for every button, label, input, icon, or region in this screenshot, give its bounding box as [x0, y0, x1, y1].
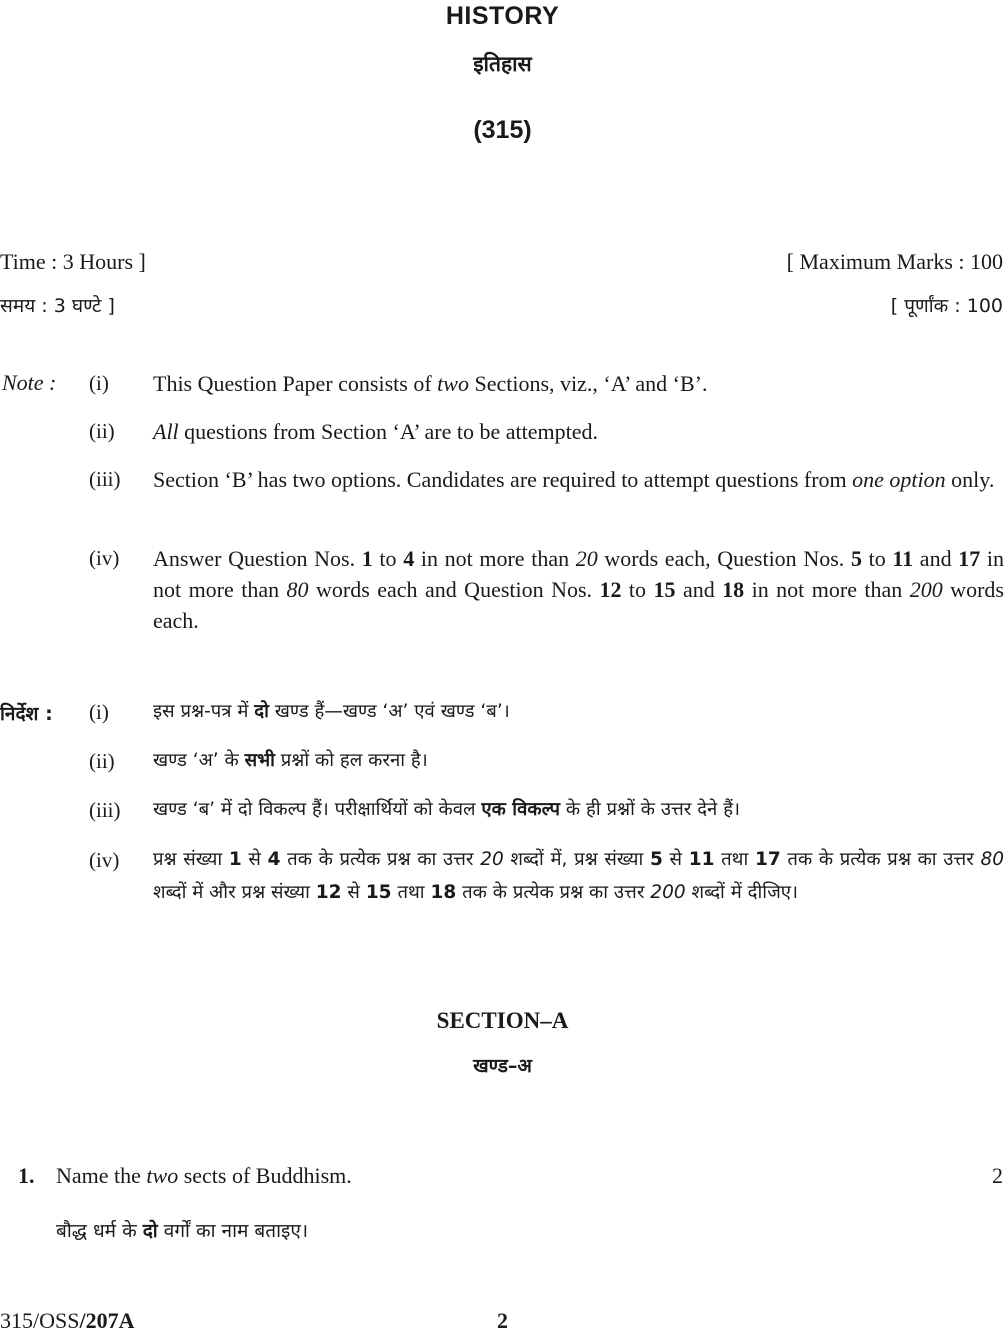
note-item-number: (iv) — [89, 546, 120, 570]
subject-code: (315) — [473, 116, 532, 144]
section-title: SECTION–A — [436, 1008, 569, 1033]
question-marks: 2 — [992, 1163, 1003, 1188]
nirdesh-item-number: (ii) — [89, 749, 115, 773]
subject-title-hindi: इतिहास — [473, 52, 532, 76]
nirdesh-item-number: (iii) — [89, 798, 121, 822]
note-label: Note : — [2, 370, 57, 395]
question-text-hindi: बौद्ध धर्म के दो वर्गों का नाम बताइए। — [56, 1220, 309, 1242]
nirdesh-item-text: इस प्रश्न-पत्र में दो खण्ड हैं—खण्ड ‘अ’ एवं खण्ड ‘ब’। — [153, 701, 510, 722]
nirdesh-item-text: खण्ड ‘अ’ के सभी प्रश्नों को हल करना है। — [153, 750, 428, 771]
time-label: Time : 3 Hours ] — [0, 249, 146, 274]
section-title-hindi: खण्ड–अ — [473, 1055, 532, 1077]
question-number: 1. — [18, 1163, 35, 1188]
subject-title: HISTORY — [445, 2, 560, 30]
nirdesh-item-number: (iv) — [89, 848, 120, 872]
note-item-number: (ii) — [89, 419, 115, 443]
nirdesh-item-text: खण्ड ‘ब’ में दो विकल्प हैं। परीक्षार्थियों को केवल एक विकल्प के ही प्रश्नों के उत्तर देने हैं। — [153, 799, 741, 820]
max-marks-label-hindi: [ पूर्णांक : 100 — [890, 295, 1003, 317]
max-marks-label: [ Maximum Marks : 100 — [786, 249, 1003, 274]
note-item-number: (iii) — [89, 467, 121, 491]
nirdesh-item-number: (i) — [89, 700, 109, 724]
note-item-text: Section ‘B’ has two options. Candidates are required to attempt questions from one option only. — [153, 467, 995, 492]
note-item-number: (i) — [89, 371, 109, 395]
nirdesh-item-text: प्रश्न संख्या 1 से 4 तक के प्रत्येक प्रश्न का उत्तर 20 शब्दों में, प्रश्न संख्या 5 से 11 तथा 17 तक के प्रत्येक प्रश्न का उत्तर 80 शब्दों में और प्रश्न संख्या 12 से 15 तथा 18 तक के प्रत्येक प्रश्न का उत्तर 200 शब्दों में दीजिए। — [153, 849, 1004, 903]
note-item-text: Answer Question Nos. 1 to 4 in not more than 20 words each, Question Nos. 5 to 11 and 17 in not more than 80 words each and Question Nos. 12 to 15 and 18 in not more than 200 words each. — [153, 546, 1004, 633]
note-item-text: This Question Paper consists of two Sections, viz., ‘A’ and ‘B’. — [153, 371, 708, 396]
time-label-hindi: समय : 3 घण्टे ] — [0, 295, 115, 317]
note-item-text: All questions from Section ‘A’ are to be attempted. — [153, 419, 598, 444]
question-text: Name the two sects of Buddhism. — [56, 1163, 352, 1188]
nirdesh-label: निर्देश : — [0, 703, 53, 725]
paper-code: 315/OSS/207A — [0, 1308, 135, 1333]
page-number: 2 — [497, 1308, 508, 1333]
